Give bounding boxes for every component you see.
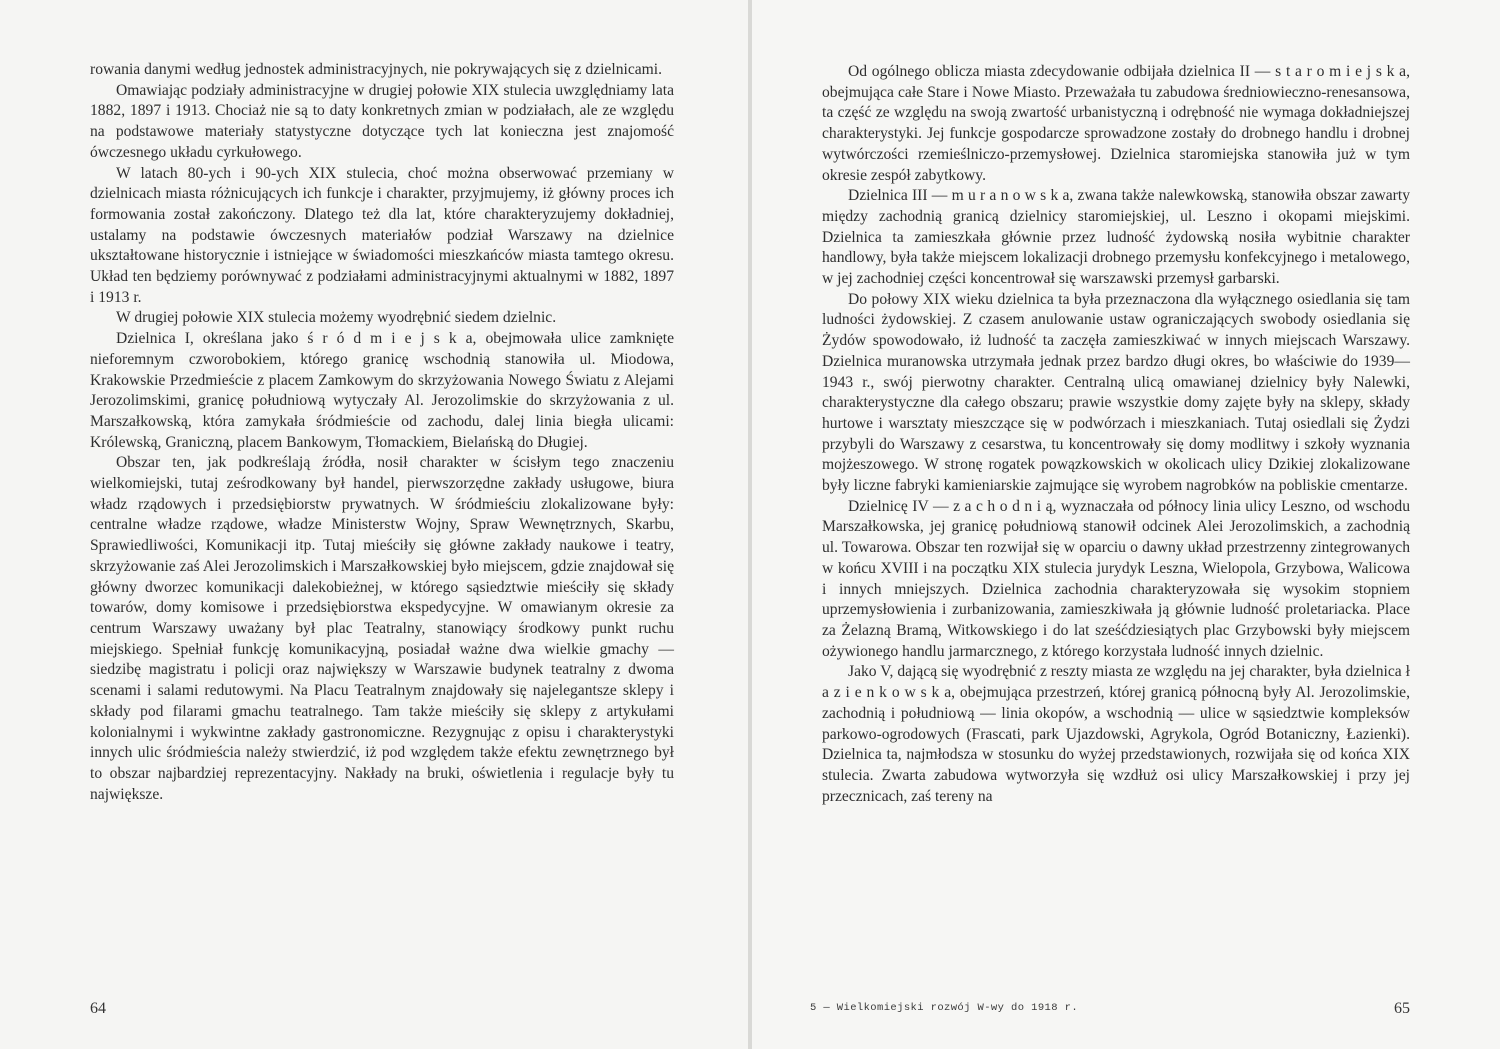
- paragraph: W latach 80-ych i 90-ych XIX stulecia, choć można obserwować przemiany w dzielnicach miasta różnicujących ich funkcje i charakter, przyjmujemy, iż główny proces ich formowania został zakończony. Dlatego też dla lat, które charakteryzujemy dokładniej, ustalamy na podstawie ówczesnych materiałów podział Warszawy na dzielnice ukształtowane historycznie i istniejące w świadomości mieszkańców miasta tamtego okresu. Układ ten będziemy porównywać z podziałami administracyjnymi aktualnymi w 1882, 1897 i 1913 r.: [90, 164, 674, 306]
- page-number: 65: [1394, 1000, 1410, 1017]
- right-page-text: [822, 62, 1410, 807]
- paragraph: rowania danymi według jednostek administracyjnych, nie pokrywających się z dzielnicami.: [90, 61, 663, 78]
- paragraph: Od ogólnego oblicza miasta zdecydowanie odbijała dzielnica II — s t a r o m i e j s k a, obejmująca całe Stare i Nowe Miasto. Przeważała tu zabudowa średniowieczno-renesansowa, ta część ze względu na swoją zwartość urbanistyczną i odrębność nie wymaga dokładniejszej charakterystyki. Jej funkcje gospodarcze sprowadzone zostały do drobnego handlu i drobnej wytwórczości rzemieślniczo-przemysłowej. Dzielnica staromiejska stanowiła już w tym okresie zespół zabytkowy.: [822, 63, 1410, 184]
- right-page: [752, 0, 1500, 1049]
- page-number: 64: [90, 1000, 106, 1017]
- left-page-text: [90, 60, 674, 805]
- left-page: [0, 0, 748, 1049]
- paragraph: Omawiając podziały administracyjne w drugiej połowie XIX stulecia uwzględniamy lata 1882, 1897 i 1913. Chociaż nie są to daty konkretnych zmian w podziałach, ale ze względu na podstawowe materiały statystyczne dotyczące tych lat konieczna jest znajomość ówczesnego układu cyrkułowego.: [90, 81, 674, 161]
- paragraph: W drugiej połowie XIX stulecia możemy wyodrębnić siedem dzielnic.: [116, 309, 557, 327]
- paragraph: Do połowy XIX wieku dzielnica ta była przeznaczona dla wyłącznego osiedlania się tam ludności żydowskiej. Z czasem anulowanie ustaw ograniczających swobody osiedlania się Żydów spowodowało, iż ludność ta zaczęła zamieszkiwać w innych miejscach Warszawy. Dzielnica muranowska utrzymała jednak przez bardzo długi okres, bo właściwie do 1939—1943 r., swój pierwotny charakter. Centralną ulicą omawianej dzielnicy były Nalewki, charakterystyczne dla całego obszaru; prawie wszystkie domy zajęte były na sklepy, składy hurtowe i warsztaty mieszczące się w podwórzach i mieszkaniach. Tutaj osiedlali się Żydzi przybyli do Warszawy z cesarstwa, tu koncentrowały się domy modlitwy i szkoły wyznania mojżeszowego. W stronę rogatek powązkowskich w okolicach ulicy Dzikiej zlokalizowane były liczne fabryki kamieniarskie zajmujące się wyrobem nagrobków na pobliskie cmentarze.: [822, 290, 1410, 495]
- paragraph: Jako V, dającą się wyodrębnić z reszty miasta ze względu na jej charakter, była dzielnica ł a z i e n k o w s k a, obejmująca przestrzeń, której granicą północną były Al. Jerozolimskie, zachodnią i południową — linia okopów, a wschodnią — ulice w sąsiedztwie kompleksów parkowo-ogrodowych (Frascati, park Ujazdowski, Agrykola, Ogród Botaniczny, Łazienki). Dzielnica ta, najmłodsza w stosunku do wyżej przedstawionych, rozwijała się od końca XIX stulecia. Zwarta zabudowa wytworzyła się wzdłuż osi ulicy Marszałkowskiej i przy jej przecznicach, zaś tereny na: [822, 663, 1410, 805]
- signature-mark: 5 — Wielkomiejski rozwój W-wy do 1918 r.: [810, 1002, 1079, 1014]
- paragraph: Dzielnica III — m u r a n o w s k a, zwana także nalewkowską, stanowiła obszar zawarty między zachodnią granicą dzielnicy staromiejskiej, ul. Leszno i okopami miejskimi. Dzielnica ta zamieszkała głównie przez ludność żydowską nosiła wybitnie charakter handlowy, była także miejscem lokalizacji drobnego przemysłu konfekcyjnego i metalowego, w jej zachodniej części koncentrował się warszawski przemysł garbarski.: [822, 187, 1410, 288]
- paragraph: Dzielnica I, określana jako ś r ó d m i e j s k a, obejmowała ulice zamknięte nieforemnym czworobokiem, którego granicę wschodnią stanowiła ul. Miodowa, Krakowskie Przedmieście z placem Zamkowym do skrzyżowania Nowego Światu z Alejami Jerozolimskimi, granicę południową wytyczały Al. Jerozolimskie do skrzyżowania z ul. Marszałkowską, która zamykała śródmieście od zachodu, dalej linia biegła ulicami: Królewską, Graniczną, placem Bankowym, Tłomackiem, Bielańską do Długiej.: [90, 330, 674, 451]
- paragraph: Obszar ten, jak podkreślają źródła, nosił charakter w ścisłym tego znaczeniu wielkomiejski, tutaj ześrodkowany był handel, pierwszorzędne zakłady usługowe, biura władz rządowych i przedsiębiorstw prywatnych. W śródmieściu zlokalizowane były: centralne władze rządowe, władze Ministerstw Wojny, Spraw Wewnętrznych, Skarbu, Sprawiedliwości, Komunikacji itp. Tutaj mieściły się główne zakłady naukowe i teatry, skrzyżowanie zaś Alei Jerozolimskich i Marszałkowskiej było miejscem, gdzie znajdował się główny dworzec komunikacji dalekobieżnej, w którego sąsiedztwie mieściły się składy towarów, domy komisowe i przedsiębiorstwa ekspedycyjne. W omawianym okresie za centrum Warszawy uważany był plac Teatralny, stanowiący środkowy punkt ruchu miejskiego. Spełniał funkcję komunikacyjną, posiadał ważne dwa wielkie gmachy — siedzibę magistratu i policji oraz największy w Warszawie budynek teatralny z dwoma scenami i salami redutowymi. Na Placu Teatralnym znajdowały się najelegantsze sklepy i składy pod filarami gmachu teatralnego. Tam także mieściły się sklepy z artykułami kolonialnymi i wykwintne zakłady gastronomiczne. Rezygnując z opisu i charakterystyki innych ulic śródmieścia należy stwierdzić, iż pod względem także efektu zewnętrznego był to obszar najbardziej reprezentacyjny. Nakłady na bruki, oświetlenia i regulacje były tu największe.: [90, 454, 674, 803]
- paragraph: Dzielnicę IV — z a c h o d n i ą, wyznaczała od północy linia ulicy Leszno, od wschodu Marszałkowska, jej granicę południową stanowił odcinek Alei Jerozolimskich, a zachodnią ul. Towarowa. Obszar ten rozwijał się w oparciu o dawny układ przestrzenny zintegrowanych w końcu XVIII i na początku XIX stulecia jurydyk Leszna, Wielopola, Grzybowa, Walicowa i innych mniejszych. Dzielnica zachodnia charakteryzowała się wysokim stopniem uprzemysłowienia i zurbanizowania, zamieszkiwała ją głównie ludność proletariacka. Place za Żelazną Bramą, Witkowskiego i do lat sześćdziesiątych plac Grzybowski były miejscem ożywionego handlu jarmarcznego, z którego korzystała ludność innych dzielnic.: [822, 497, 1410, 660]
